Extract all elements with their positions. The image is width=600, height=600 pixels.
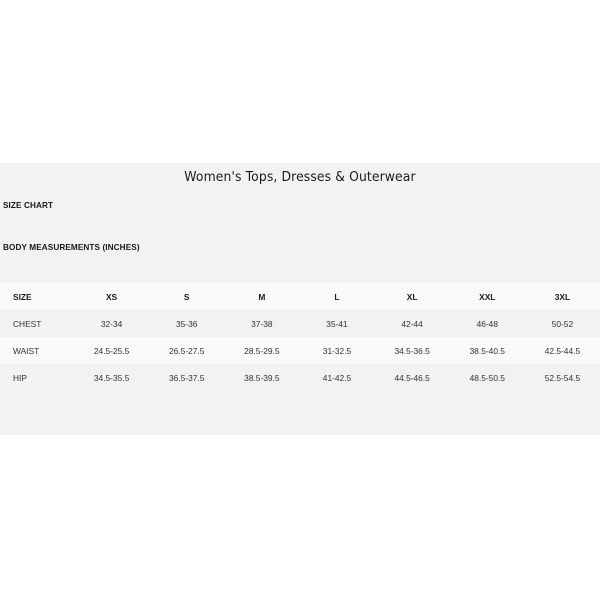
table-row	[0, 337, 600, 364]
table-cell: 38.5-40.5	[469, 345, 505, 356]
table-cell: 35-41	[326, 318, 348, 329]
table-cell: 37-38	[251, 318, 273, 329]
table-header-cell: M	[258, 291, 266, 302]
table-cell: 48.5-50.5	[469, 372, 505, 383]
table-header-cell: 3XL	[554, 291, 571, 302]
table-header-cell: SIZE	[13, 291, 32, 302]
table-cell: 34.5-35.5	[93, 372, 130, 383]
size-table	[0, 283, 600, 391]
table-cell: 46-48	[476, 318, 498, 329]
chart-title: Women's Tops, Dresses & Outerwear	[184, 169, 416, 185]
table-header-cell: XL	[406, 291, 418, 302]
body-measurements-label: BODY MEASUREMENTS (INCHES)	[3, 243, 140, 252]
table-cell: 50-52	[551, 318, 574, 329]
table-cell: 28.5-29.5	[244, 345, 280, 356]
table-header-cell: L	[334, 291, 340, 302]
table-cell: 24.5-25.5	[93, 345, 130, 356]
table-header-cell: XXL	[479, 291, 496, 302]
table-cell: 52.5-54.5	[544, 372, 581, 383]
table-cell: 31-32.5	[322, 345, 352, 356]
table-cell: 44.5-46.5	[394, 372, 430, 383]
table-cell: 32-34	[100, 318, 123, 329]
table-cell: 34.5-36.5	[394, 345, 430, 356]
size-chart-panel	[0, 163, 600, 435]
row-label: CHEST	[13, 318, 42, 329]
table-header-cell: S	[183, 291, 190, 302]
table-cell: 42-44	[401, 318, 423, 329]
row-label: WAIST	[13, 345, 40, 356]
table-cell: 35-36	[176, 318, 198, 329]
table-row	[0, 364, 600, 391]
table-cell: 38.5-39.5	[244, 372, 280, 383]
table-cell: 41-42.5	[322, 372, 352, 383]
table-header-row	[0, 283, 600, 310]
size-chart-label: SIZE CHART	[3, 201, 54, 210]
table-cell: 42.5-44.5	[544, 345, 581, 356]
table-cell: 36.5-37.5	[169, 372, 205, 383]
table-row	[0, 310, 600, 337]
table-cell: 26.5-27.5	[169, 345, 205, 356]
table-header-cell: XS	[105, 291, 118, 302]
row-label: HIP	[13, 372, 27, 383]
